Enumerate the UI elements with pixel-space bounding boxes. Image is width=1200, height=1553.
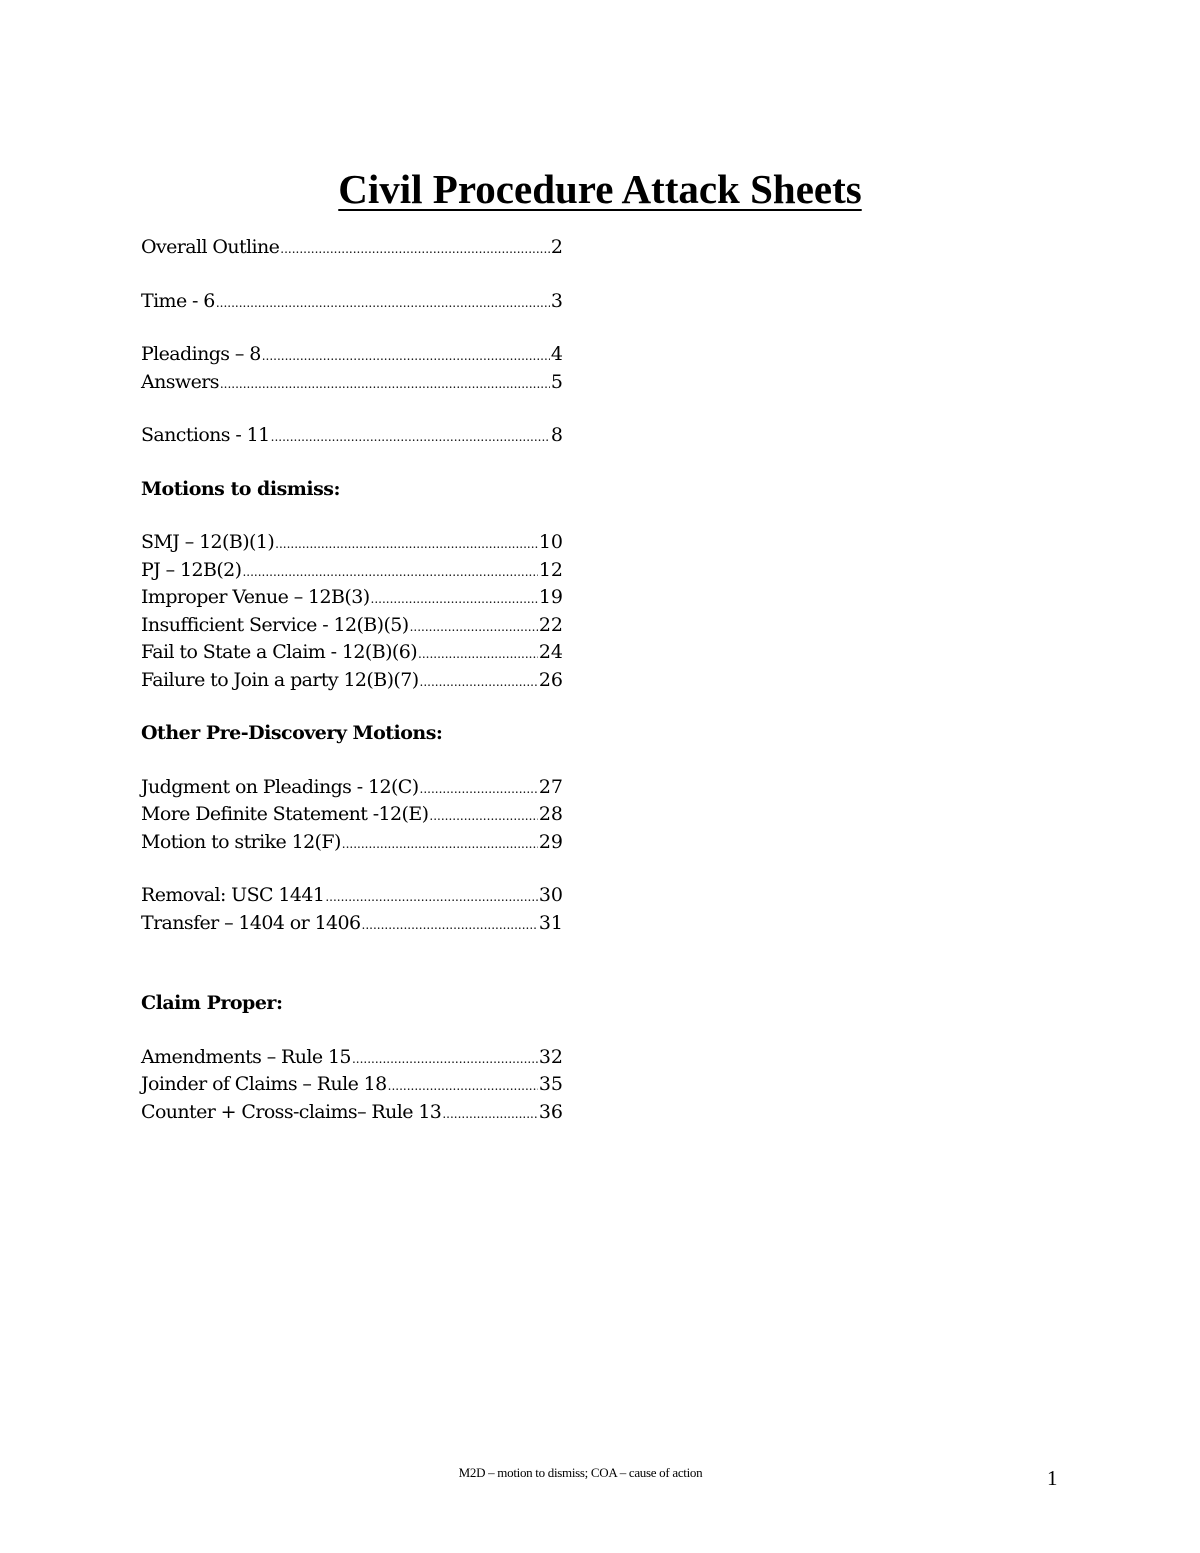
dot-leader: [271, 431, 550, 443]
toc-group-removal-transfer: [141, 884, 563, 939]
toc-entry-page: 8: [550, 424, 563, 446]
toc-entry-fail-to-state-claim[interactable]: [141, 641, 563, 669]
toc-group-pleadings: [141, 343, 563, 398]
toc-entry-label: Insufficient Service - 12(B)(5): [141, 613, 409, 636]
page-number: 1: [1047, 1466, 1058, 1490]
toc-entry-page: 26: [538, 668, 563, 691]
dot-leader: [280, 243, 550, 255]
toc-entry-page: 35: [538, 1073, 563, 1095]
toc-entry-counter-cross-claims[interactable]: [141, 1101, 563, 1129]
toc-entry-time[interactable]: [141, 290, 563, 318]
dot-leader: [342, 838, 538, 850]
toc-entry-joinder-of-claims[interactable]: [141, 1073, 563, 1101]
toc-entry-page: 29: [538, 830, 563, 853]
toc-entry-page: 4: [550, 343, 563, 365]
toc-entry-page: 27: [538, 775, 563, 798]
toc-entry-label: Amendments – Rule 15: [141, 1045, 351, 1068]
toc-entry-insufficient-service[interactable]: [141, 614, 563, 642]
toc-entry-sanctions[interactable]: [141, 424, 563, 452]
toc-group-motions-to-dismiss: [141, 531, 563, 696]
toc-entry-judgment-on-pleadings[interactable]: [141, 776, 563, 804]
toc-entry-overall-outline[interactable]: [141, 236, 563, 264]
toc-entry-label: More Definite Statement -12(E): [141, 803, 429, 825]
toc-entry-page: 19: [538, 586, 563, 608]
toc-entry-page: 22: [538, 613, 563, 636]
section-heading-other-pre-discovery: Other Pre-Discovery Motions:: [141, 722, 443, 744]
dot-leader: [352, 1053, 538, 1065]
toc-entry-label: Removal: USC 1441: [141, 884, 325, 906]
toc-entry-removal[interactable]: [141, 884, 563, 912]
toc-entry-label: Fail to State a Claim - 12(B)(6): [141, 641, 418, 663]
toc-entry-label: Sanctions - 11: [141, 424, 270, 446]
toc-entry-label: Motion to strike 12(F): [141, 830, 341, 853]
toc-entry-label: Joinder of Claims – Rule 18: [141, 1073, 387, 1095]
toc-entry-label: Pleadings – 8: [141, 343, 261, 365]
dot-leader: [362, 919, 538, 931]
toc-entry-more-definite-statement[interactable]: [141, 803, 563, 831]
toc-entry-label: Overall Outline: [141, 236, 280, 258]
toc-entry-label: Answers: [141, 370, 219, 393]
dot-leader: [410, 621, 538, 633]
toc-entry-pj[interactable]: [141, 559, 563, 587]
toc-entry-label: SMJ – 12(B)(1): [141, 531, 275, 553]
toc-entry-page: 30: [538, 884, 563, 906]
toc-group-other-pre-discovery: [141, 776, 563, 859]
toc-entry-label: Counter + Cross-claims– Rule 13: [141, 1100, 442, 1123]
section-heading-motions-to-dismiss: Motions to dismiss:: [141, 477, 340, 500]
toc-entry-label: Improper Venue – 12B(3): [141, 586, 370, 608]
toc-entry-label: Transfer – 1404 or 1406: [141, 911, 361, 934]
toc-entry-page: 3: [550, 289, 563, 312]
dot-leader: [220, 378, 550, 390]
dot-leader: [242, 566, 537, 578]
dot-leader: [420, 676, 538, 688]
toc-group-overall: [141, 236, 563, 264]
footer-abbreviations-note: M2D – motion to dismiss; COA – cause of action: [458, 1465, 703, 1480]
dot-leader: [429, 810, 537, 822]
toc-entry-improper-venue[interactable]: [141, 586, 563, 614]
toc-entry-label: Time - 6: [141, 289, 215, 312]
dot-leader: [216, 297, 550, 309]
toc-entry-label: Failure to Join a party 12(B)(7): [141, 668, 419, 691]
dot-leader: [325, 891, 537, 903]
toc-group-time: [141, 290, 563, 318]
toc-group-claim-proper: [141, 1046, 563, 1129]
dot-leader: [388, 1080, 538, 1092]
dot-leader: [420, 783, 538, 795]
toc-entry-page: 2: [550, 236, 563, 258]
toc-entry-failure-to-join[interactable]: [141, 669, 563, 697]
toc-entry-page: 28: [538, 803, 563, 825]
toc-entry-page: 10: [538, 531, 563, 553]
toc-entry-motion-to-strike[interactable]: [141, 831, 563, 859]
toc-entry-answers[interactable]: [141, 371, 563, 399]
dot-leader: [275, 538, 538, 550]
toc-group-sanctions: [141, 424, 563, 452]
toc-entry-page: 24: [538, 641, 563, 663]
toc-entry-page: 36: [538, 1100, 563, 1123]
dot-leader: [418, 648, 538, 660]
dot-leader: [442, 1108, 538, 1120]
toc-entry-amendments[interactable]: [141, 1046, 563, 1074]
toc-entry-transfer[interactable]: [141, 912, 563, 940]
toc-entry-page: 12: [538, 558, 563, 581]
toc-entry-page: 31: [538, 911, 563, 934]
document-title: Civil Procedure Attack Sheets: [338, 166, 862, 212]
dot-leader: [371, 593, 538, 605]
toc-entry-page: 5: [550, 370, 563, 393]
section-heading-claim-proper: Claim Proper:: [141, 992, 283, 1014]
toc-entry-smj[interactable]: [141, 531, 563, 559]
table-of-contents: [141, 236, 563, 1154]
toc-entry-label: Judgment on Pleadings - 12(C): [141, 775, 419, 798]
toc-entry-pleadings[interactable]: [141, 343, 563, 371]
dot-leader: [262, 350, 550, 362]
toc-entry-page: 32: [538, 1045, 563, 1068]
toc-entry-label: PJ – 12B(2): [141, 558, 242, 581]
